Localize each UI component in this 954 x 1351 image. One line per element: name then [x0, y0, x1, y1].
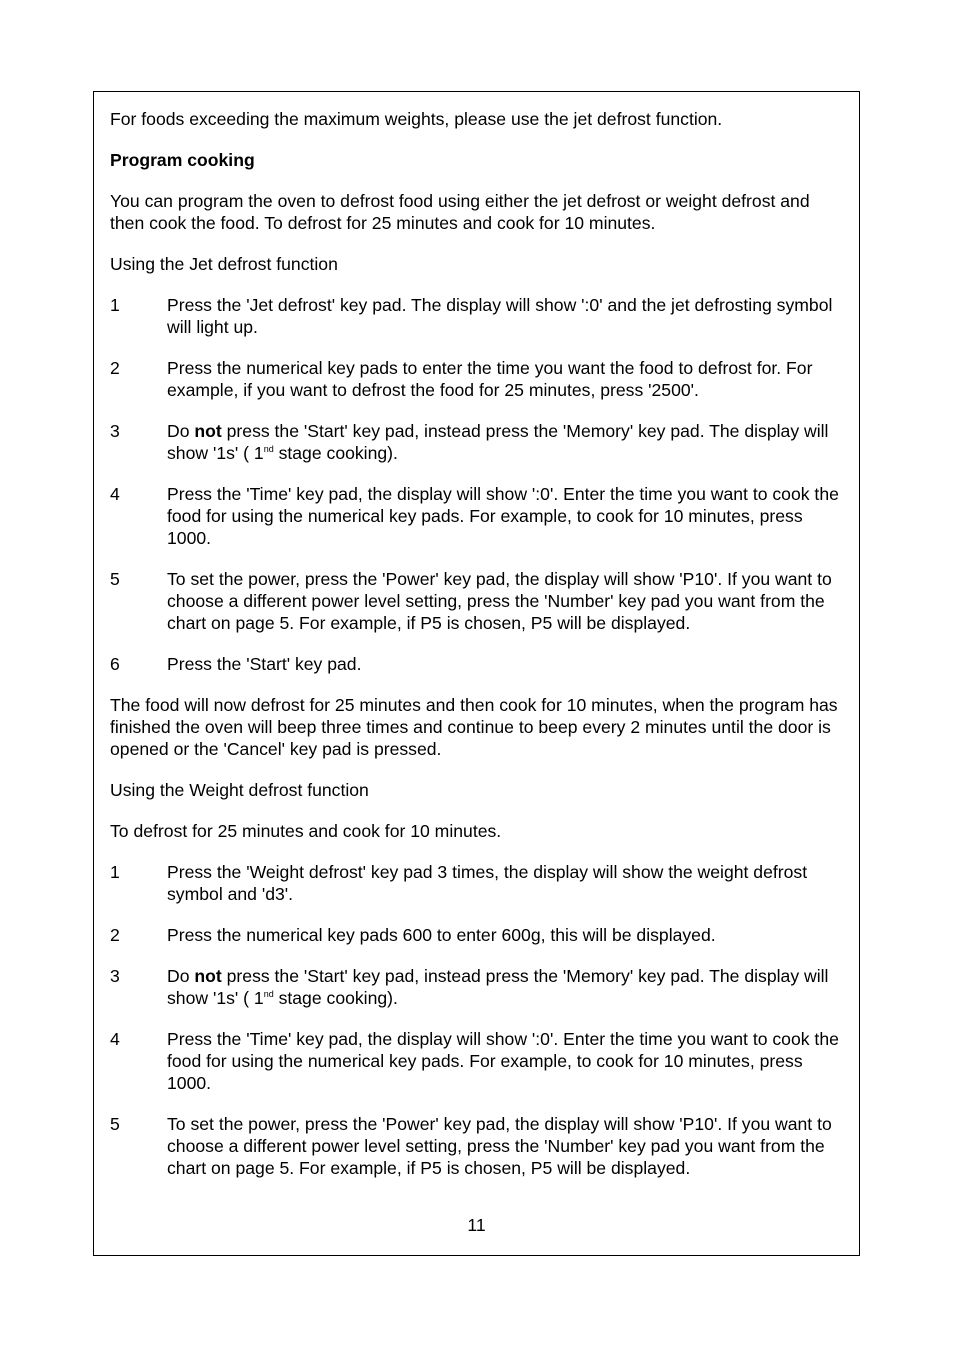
step-text: Press the 'Weight defrost' key pad 3 times, the display will show the weight defrost symbol and 'd3'. — [167, 862, 808, 904]
weight-defrost-heading: Using the Weight defrost function — [110, 780, 369, 800]
step-text: Press the 'Start' key pad. — [167, 654, 362, 674]
step-number: 3 — [110, 966, 120, 986]
weight-step — [110, 924, 845, 946]
jet-step — [110, 483, 845, 549]
jet-step — [110, 420, 845, 464]
jet-step — [110, 294, 845, 338]
step-text: To set the power, press the 'Power' key pad, the display will show 'P10'. If you want to choose a different power level setting, press the 'Number' key pad you want from the chart on page 5. For example, if P5 is chosen, P5 will be displayed. — [167, 1114, 832, 1178]
step-text: Press the numerical key pads 600 to enter 600g, this will be displayed. — [167, 925, 716, 945]
step-text-post: stage cooking). — [273, 443, 398, 463]
step-number: 1 — [110, 295, 120, 315]
jet-defrost-heading: Using the Jet defrost function — [110, 254, 338, 274]
step-number: 6 — [110, 654, 120, 674]
step-text-pre: Do — [167, 421, 195, 441]
jet-summary: The food will now defrost for 25 minutes and then cook for 10 minutes, when the program has finished the oven will beep three times and continue to beep every 2 minutes until the door is opened or the 'Cancel' key pad is pressed. — [110, 695, 838, 759]
step-text-post: stage cooking). — [273, 988, 398, 1008]
jet-step — [110, 568, 845, 634]
step-text: Press the 'Jet defrost' key pad. The display will show ':0' and the jet defrosting symbol will light up. — [167, 295, 833, 337]
step-number: 4 — [110, 1029, 120, 1049]
weight-step — [110, 1028, 845, 1094]
step-text: Press the numerical key pads to enter the time you want the food to defrost for. For example, if you want to defrost the food for 25 minutes, press '2500'. — [167, 358, 813, 400]
step-text-bold: not — [194, 421, 222, 441]
weight-step — [110, 965, 845, 1009]
section-title: Program cooking — [110, 150, 255, 170]
page-frame — [93, 91, 860, 1256]
weight-intro: To defrost for 25 minutes and cook for 10 minutes. — [110, 821, 502, 841]
step-text-mid: press the 'Start' key pad, instead press the 'Memory' key pad. The display will show '1s' ( 1 — [167, 966, 829, 1008]
step-text — [167, 420, 845, 464]
step-number: 1 — [110, 862, 120, 882]
weight-step — [110, 1113, 845, 1179]
step-text: Press the 'Time' key pad, the display will show ':0'. Enter the time you want to cook the food for using the numerical key pads. For example, to cook for 10 minutes, press 1000. — [167, 1029, 839, 1093]
step-number: 3 — [110, 421, 120, 441]
step-text-pre: Do — [167, 966, 195, 986]
step-text-sup: nd — [263, 444, 274, 455]
step-text — [167, 965, 845, 1009]
page-number: 11 — [467, 1215, 486, 1235]
step-text-bold: not — [194, 966, 222, 986]
weight-step — [110, 861, 845, 905]
step-number: 2 — [110, 925, 120, 945]
step-text: To set the power, press the 'Power' key pad, the display will show 'P10'. If you want to choose a different power level setting, press the 'Number' key pad you want from the chart on page 5. For example, if P5 is chosen, P5 will be displayed. — [167, 569, 832, 633]
step-text-mid: press the 'Start' key pad, instead press the 'Memory' key pad. The display will show '1s' ( 1 — [167, 421, 829, 463]
intro-paragraph: For foods exceeding the maximum weights, please use the jet defrost function. — [110, 109, 723, 129]
step-number: 5 — [110, 1114, 120, 1134]
section-intro: You can program the oven to defrost food using either the jet defrost or weight defrost and then cook the food. To defrost for 25 minutes and cook for 10 minutes. — [110, 191, 810, 233]
jet-step — [110, 357, 845, 401]
step-number: 4 — [110, 484, 120, 504]
step-text: Press the 'Time' key pad, the display will show ':0'. Enter the time you want to cook the food for using the numerical key pads. For example, to cook for 10 minutes, press 1000. — [167, 484, 839, 548]
page-content — [110, 108, 845, 1198]
step-number: 2 — [110, 358, 120, 378]
jet-step — [110, 653, 845, 675]
step-number: 5 — [110, 569, 120, 589]
step-text-sup: nd — [263, 989, 274, 1000]
